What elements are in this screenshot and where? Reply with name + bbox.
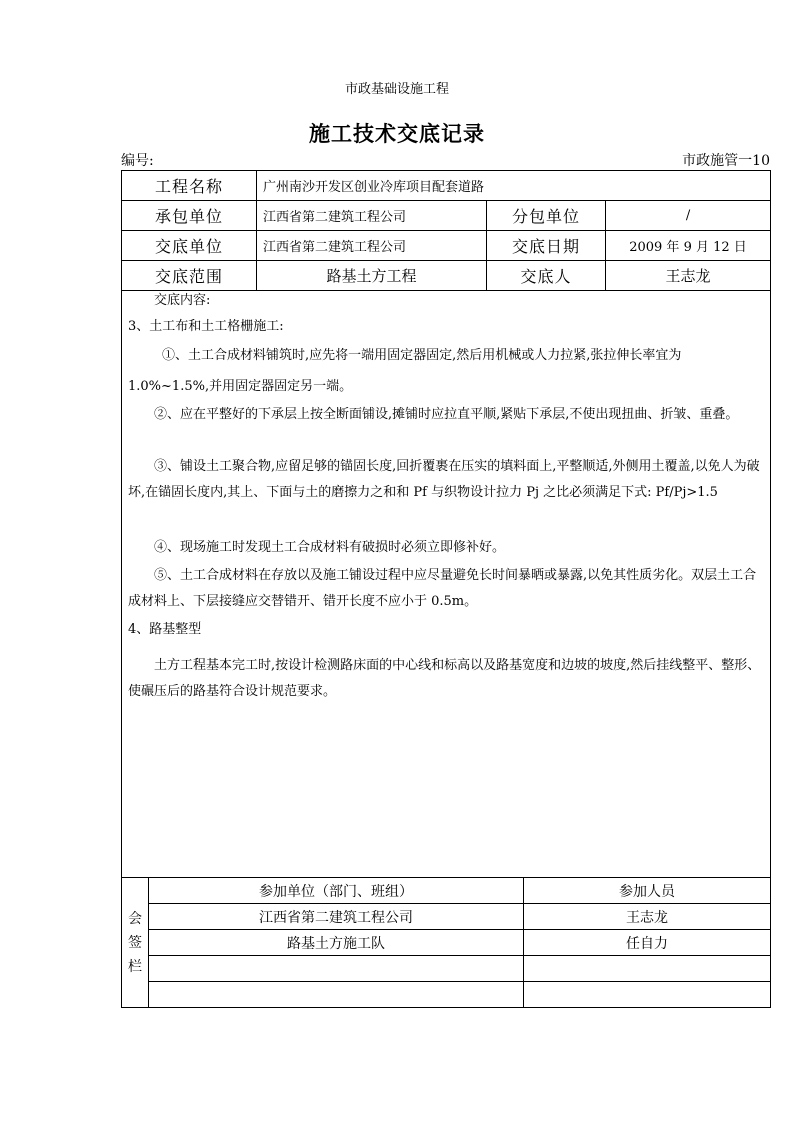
row-contractor bbox=[122, 201, 771, 231]
content-heading: 交底内容: bbox=[154, 293, 211, 308]
date-value: 2009 年 9 月 12 日 bbox=[606, 231, 771, 261]
item-1-line-1: ①、土工合成材料铺筑时,应先将一端用固定器固定,然后用机械或人力拉紧,张拉伸长率宜为 bbox=[162, 348, 682, 363]
page-header: 市政基础设施工程 bbox=[344, 82, 449, 97]
col-unit-header: 参加单位（部门、班组） bbox=[149, 878, 524, 904]
sign-table bbox=[121, 877, 771, 1008]
item-1-line-2: 1.0%~1.5%,并用固定器固定另一端。 bbox=[128, 379, 353, 394]
sign-person-cell: 任自力 bbox=[524, 930, 771, 956]
sign-person-cell: 王志龙 bbox=[524, 904, 771, 930]
sign-person-cell bbox=[524, 956, 771, 982]
row-issuer bbox=[122, 231, 771, 261]
table-row bbox=[122, 930, 771, 956]
serial-label: 编号: bbox=[121, 153, 154, 169]
project-name-value: 广州南沙开发区创业冷库项目配套道路 bbox=[257, 171, 771, 201]
sign-unit-cell: 路基土方施工队 bbox=[149, 930, 524, 956]
section-4-heading: 4、路基整型 bbox=[128, 622, 202, 637]
sign-header-row bbox=[122, 878, 771, 904]
sign-unit-cell bbox=[149, 982, 524, 1008]
sign-unit-cell bbox=[149, 956, 524, 982]
contractor-label: 承包单位 bbox=[122, 201, 257, 231]
row-project-name bbox=[122, 171, 771, 201]
subcontractor-label: 分包单位 bbox=[487, 201, 606, 231]
table-row bbox=[122, 904, 771, 930]
presenter-label: 交底人 bbox=[487, 261, 606, 291]
row-scope bbox=[122, 261, 771, 291]
sign-side-text: 会签栏 bbox=[128, 910, 142, 975]
scope-label: 交底范围 bbox=[122, 261, 257, 291]
contractor-value: 江西省第二建筑工程公司 bbox=[257, 201, 487, 231]
sign-unit-cell: 江西省第二建筑工程公司 bbox=[149, 904, 524, 930]
table-row bbox=[122, 956, 771, 982]
item-4: ④、现场施工时发现土工合成材料有破损时必须立即修补好。 bbox=[154, 540, 506, 555]
issuer-label: 交底单位 bbox=[122, 231, 257, 261]
sign-side-label bbox=[122, 878, 149, 1008]
sign-person-cell bbox=[524, 982, 771, 1008]
info-table bbox=[121, 170, 771, 291]
section-4-body: 土方工程基本完工时,按设计检测路床面的中心线和标高以及路基宽度和边坡的坡度,然后挂线整平、整形、使碾压后的路基符合设计规范要求。 bbox=[128, 658, 761, 699]
issuer-value: 江西省第二建筑工程公司 bbox=[257, 231, 487, 261]
presenter-value: 王志龙 bbox=[606, 261, 771, 291]
date-label: 交底日期 bbox=[487, 231, 606, 261]
item-2: ②、应在平整好的下承层上按全断面铺设,摊铺时应拉直平顺,紧贴下承层,不使出现扭曲、折皱、重叠。 bbox=[154, 407, 739, 422]
content-box bbox=[121, 288, 771, 878]
document-title: 施工技术交底记录 bbox=[309, 121, 485, 146]
subcontractor-value: / bbox=[606, 201, 771, 231]
table-row bbox=[122, 982, 771, 1008]
serial-value: 市政施管一10 bbox=[682, 153, 770, 169]
item-5: ⑤、土工合成材料在存放以及施工铺设过程中应尽量避免长时间暴晒或暴露,以免其性质劣化。双层土工合成材料上、下层接缝应交替错开、错开长度不应小于 0.5m。 bbox=[128, 568, 757, 609]
col-person-header: 参加人员 bbox=[524, 878, 771, 904]
scope-value: 路基土方工程 bbox=[257, 261, 487, 291]
item-3: ③、铺设土工聚合物,应留足够的锚固长度,回折覆裹在压实的填料面上,平整顺适,外侧用土覆盖,以免人为破坏,在锚固长度内,其上、下面与土的磨擦力之和和 Pf 与织物设计拉力 Pj 之比必须满足下式: Pf/Pj>1.5 bbox=[128, 459, 760, 500]
project-name-label: 工程名称 bbox=[122, 171, 257, 201]
section-3-heading: 3、土工布和土工格栅施工: bbox=[128, 319, 284, 334]
